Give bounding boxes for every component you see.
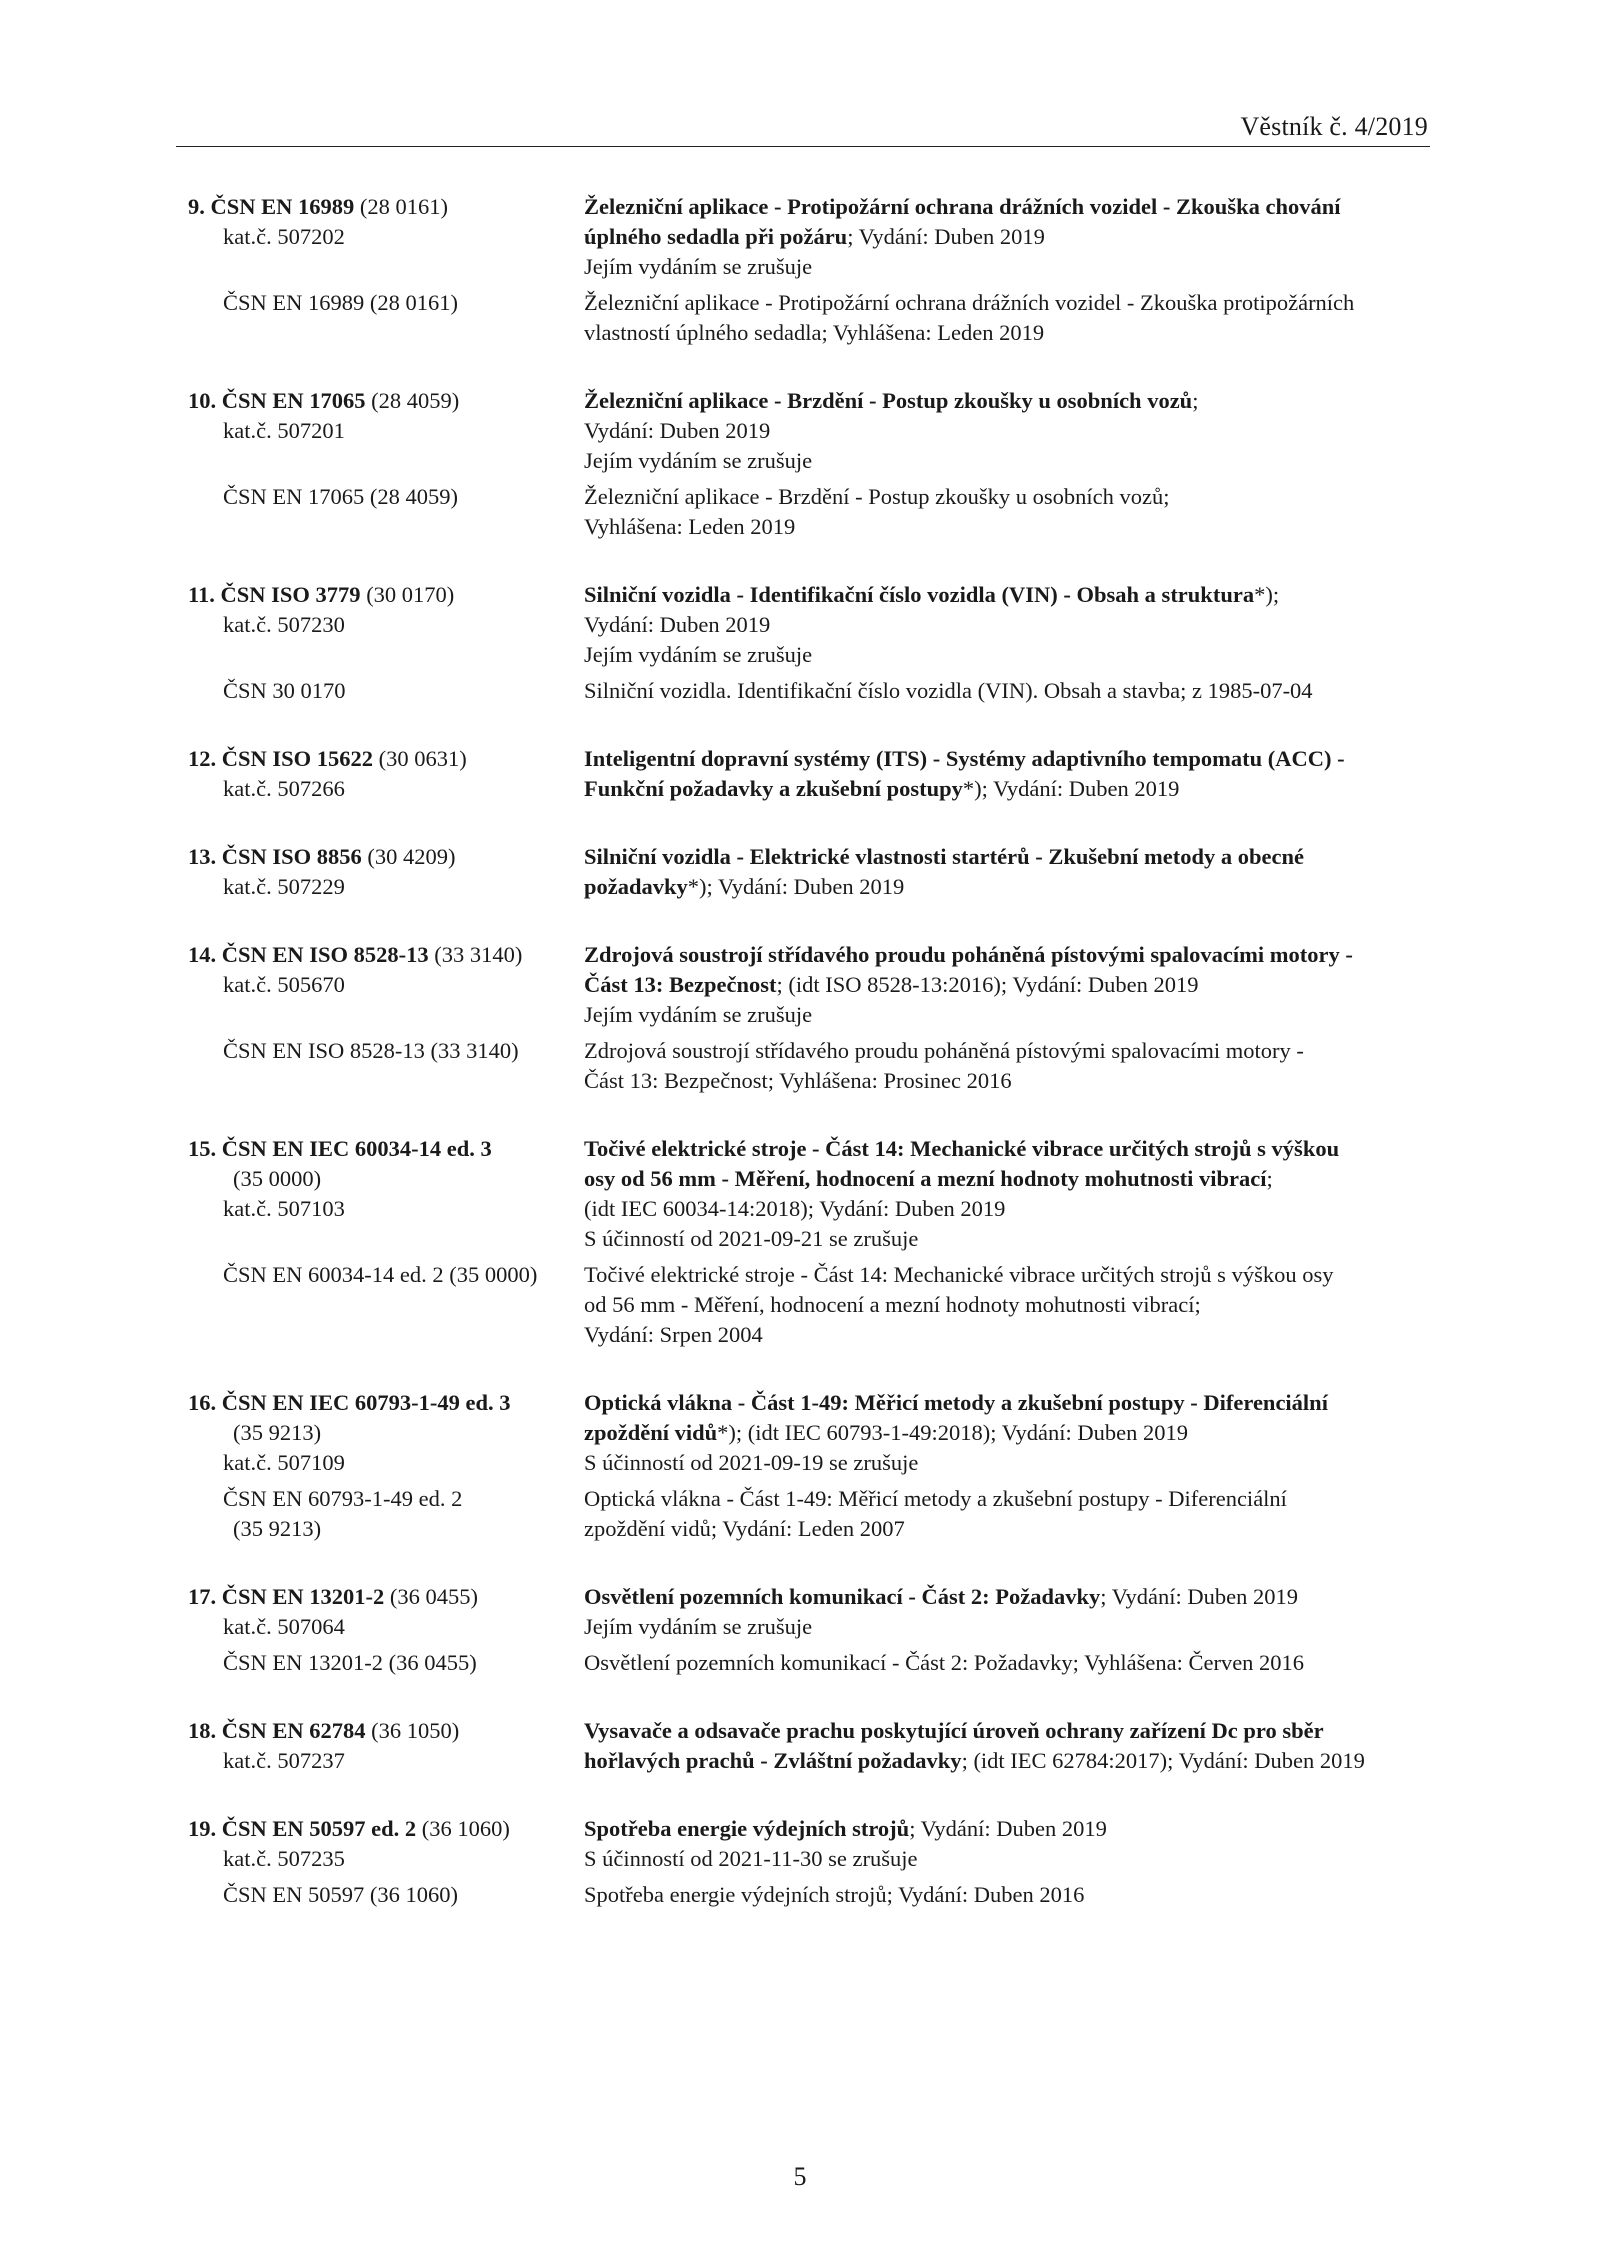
entry-title-line bbox=[584, 774, 1438, 804]
entry-superseded-row bbox=[188, 482, 1438, 542]
entry-class-number: (35 0000) bbox=[233, 1166, 322, 1191]
page-number: 5 bbox=[793, 2162, 807, 2191]
entry-title-line bbox=[584, 1716, 1438, 1746]
superseded-line: Železniční aplikace - Brzdění - Postup zkoušky u osobních vozů; bbox=[584, 484, 1170, 509]
entry-main-row bbox=[188, 940, 1438, 1030]
standard-entry bbox=[188, 1814, 1438, 1910]
entry-identifier bbox=[188, 1134, 584, 1224]
entry-code-class: (36 1060) bbox=[416, 1816, 510, 1841]
superseded-identifier bbox=[188, 676, 584, 706]
entry-title-line bbox=[584, 872, 1438, 902]
superseded-identifier bbox=[188, 482, 584, 512]
entry-code-line bbox=[188, 842, 584, 872]
entry-details bbox=[584, 940, 1438, 1030]
entry-title-rest: ; (idt ISO 8528-13:2016); Vydání: Duben 2019 bbox=[776, 972, 1199, 997]
entry-title-bold: Inteligentní dopravní systémy (ITS) - Systémy adaptivního tempomatu (ACC) - bbox=[584, 746, 1345, 771]
entry-title-line bbox=[584, 1194, 1438, 1224]
entry-number: 12. bbox=[188, 746, 217, 771]
entry-status: Jejím vydáním se zrušuje bbox=[584, 448, 813, 473]
entry-code: ČSN EN 16989 bbox=[210, 194, 355, 219]
standard-entry bbox=[188, 842, 1438, 902]
entry-details bbox=[584, 744, 1438, 804]
entry-main-row bbox=[188, 192, 1438, 282]
superseded-line: Osvětlení pozemních komunikací - Část 2: Požadavky; Vyhlášena: Červen 2016 bbox=[584, 1650, 1305, 1675]
entry-catalog-number: kat.č. 507109 bbox=[223, 1450, 345, 1475]
superseded-details bbox=[584, 288, 1438, 348]
entry-superseded-row bbox=[188, 1260, 1438, 1350]
entry-title-line bbox=[584, 1582, 1438, 1612]
entry-main-row bbox=[188, 1716, 1438, 1776]
standards-list bbox=[188, 192, 1438, 1948]
entry-title-rest: (idt IEC 60034-14:2018); Vydání: Duben 2019 bbox=[584, 1196, 1006, 1221]
superseded-details bbox=[584, 1036, 1438, 1096]
standard-entry bbox=[188, 580, 1438, 706]
entry-title-line bbox=[584, 192, 1438, 222]
entry-code: ČSN EN 13201-2 bbox=[221, 1584, 385, 1609]
entry-number: 10. bbox=[188, 388, 217, 413]
superseded-details bbox=[584, 1648, 1438, 1678]
entry-catalog-number: kat.č. 507103 bbox=[223, 1196, 345, 1221]
entry-status: Jejím vydáním se zrušuje bbox=[584, 642, 813, 667]
entry-title-rest: ; Vydání: Duben 2019 bbox=[847, 224, 1045, 249]
entry-title-line bbox=[584, 940, 1438, 970]
entry-catalog-number: kat.č. 507230 bbox=[223, 612, 345, 637]
entry-details bbox=[584, 1134, 1438, 1254]
standard-entry bbox=[188, 1716, 1438, 1776]
entry-status: S účinností od 2021-11-30 se zrušuje bbox=[584, 1846, 918, 1871]
entry-title-rest: *); bbox=[1254, 582, 1280, 607]
entry-title-rest: ; Vydání: Duben 2019 bbox=[909, 1816, 1107, 1841]
entry-main-row bbox=[188, 842, 1438, 902]
entry-title-bold: Funkční požadavky a zkušební postupy bbox=[584, 776, 963, 801]
entry-catalog-number: kat.č. 507201 bbox=[223, 418, 345, 443]
entry-title-rest: Vydání: Duben 2019 bbox=[584, 418, 771, 443]
standard-entry bbox=[188, 744, 1438, 804]
superseded-line: Točivé elektrické stroje - Část 14: Mechanické vibrace určitých strojů s výškou osy bbox=[584, 1262, 1334, 1287]
entry-title-bold: Točivé elektrické stroje - Část 14: Mechanické vibrace určitých strojů s výškou bbox=[584, 1136, 1340, 1161]
entry-code-class: (33 3140) bbox=[428, 942, 523, 967]
entry-title-bold: Silniční vozidla - Identifikační číslo vozidla (VIN) - Obsah a struktura bbox=[584, 582, 1255, 607]
entry-details bbox=[584, 580, 1438, 670]
entry-title-bold: osy od 56 mm - Měření, hodnocení a mezní hodnoty mohutnosti vibrací bbox=[584, 1166, 1267, 1191]
superseded-code: ČSN EN 17065 (28 4059) bbox=[223, 484, 458, 509]
standard-entry bbox=[188, 1134, 1438, 1350]
entry-title-line bbox=[584, 222, 1438, 252]
entry-title-rest: ; Vydání: Duben 2019 bbox=[1100, 1584, 1298, 1609]
entry-title-bold: Osvětlení pozemních komunikací - Část 2: Požadavky bbox=[584, 1584, 1101, 1609]
entry-number: 9. bbox=[188, 194, 205, 219]
entry-number: 15. bbox=[188, 1136, 217, 1161]
superseded-details bbox=[584, 1880, 1438, 1910]
entry-details bbox=[584, 1388, 1438, 1478]
entry-catalog-number: kat.č. 505670 bbox=[223, 972, 345, 997]
entry-class-number: (35 9213) bbox=[233, 1420, 322, 1445]
entry-details bbox=[584, 1814, 1438, 1874]
bulletin-title: Věstník č. 4/2019 bbox=[1240, 112, 1428, 141]
superseded-details bbox=[584, 1484, 1438, 1544]
superseded-identifier bbox=[188, 1036, 584, 1066]
entry-code: ČSN ISO 3779 bbox=[220, 582, 361, 607]
entry-status: Jejím vydáním se zrušuje bbox=[584, 1614, 813, 1639]
entry-main-row bbox=[188, 1134, 1438, 1254]
entry-superseded-row bbox=[188, 1484, 1438, 1544]
entry-details bbox=[584, 842, 1438, 902]
entry-details bbox=[584, 1582, 1438, 1642]
entry-superseded-row bbox=[188, 1648, 1438, 1678]
entry-catalog-number: kat.č. 507237 bbox=[223, 1748, 345, 1773]
entry-number: 16. bbox=[188, 1390, 217, 1415]
entry-title-line bbox=[584, 1388, 1438, 1418]
entry-title-line bbox=[584, 1164, 1438, 1194]
entry-status: S účinností od 2021-09-21 se zrušuje bbox=[584, 1226, 919, 1251]
entry-code-line bbox=[188, 580, 584, 610]
standard-entry bbox=[188, 386, 1438, 542]
superseded-code: ČSN EN 50597 (36 1060) bbox=[223, 1882, 458, 1907]
standard-entry bbox=[188, 192, 1438, 348]
entry-identifier bbox=[188, 1582, 584, 1642]
entry-title-line bbox=[584, 1418, 1438, 1448]
superseded-details bbox=[584, 1260, 1438, 1350]
entry-code-class: (30 4209) bbox=[361, 844, 456, 869]
entry-code: ČSN EN 17065 bbox=[221, 388, 366, 413]
superseded-identifier bbox=[188, 1880, 584, 1910]
superseded-line: Zdrojová soustrojí střídavého proudu poháněná pístovými spalovacími motory - bbox=[584, 1038, 1304, 1063]
entry-code: ČSN EN 50597 ed. 2 bbox=[221, 1816, 417, 1841]
entry-title-rest: *); (idt IEC 60793-1-49:2018); Vydání: Duben 2019 bbox=[717, 1420, 1188, 1445]
entry-code: ČSN EN IEC 60793-1-49 ed. 3 bbox=[221, 1390, 511, 1415]
superseded-code: ČSN EN 60793-1-49 ed. 2 bbox=[223, 1486, 463, 1511]
superseded-line: Vydání: Srpen 2004 bbox=[584, 1322, 763, 1347]
superseded-line: Optická vlákna - Část 1-49: Měřicí metody a zkušební postupy - Diferenciální bbox=[584, 1486, 1287, 1511]
entry-title-bold: úplného sedadla při požáru bbox=[584, 224, 848, 249]
entry-title-bold: zpoždění vidů bbox=[584, 1420, 718, 1445]
entry-title-bold: Železniční aplikace - Brzdění - Postup zkoušky u osobních vozů bbox=[584, 388, 1193, 413]
entry-title-line bbox=[584, 386, 1438, 416]
entry-title-rest: ; bbox=[1192, 388, 1199, 413]
entry-identifier bbox=[188, 744, 584, 804]
entry-title-rest: ; (idt IEC 62784:2017); Vydání: Duben 2019 bbox=[961, 1748, 1365, 1773]
entry-identifier bbox=[188, 842, 584, 902]
entry-title-line bbox=[584, 580, 1438, 610]
entry-number: 18. bbox=[188, 1718, 217, 1743]
entry-details bbox=[584, 386, 1438, 476]
entry-identifier bbox=[188, 386, 584, 446]
entry-number: 17. bbox=[188, 1584, 217, 1609]
entry-superseded-row bbox=[188, 288, 1438, 348]
entry-code: ČSN EN 62784 bbox=[221, 1718, 366, 1743]
header-divider bbox=[176, 146, 1430, 147]
superseded-details bbox=[584, 676, 1438, 706]
superseded-line: Silniční vozidla. Identifikační číslo vozidla (VIN). Obsah a stavba; z 1985-07-04 bbox=[584, 678, 1313, 703]
superseded-identifier bbox=[188, 1484, 584, 1544]
entry-code-line bbox=[188, 744, 584, 774]
superseded-code: (35 9213) bbox=[233, 1516, 322, 1541]
entry-details bbox=[584, 1716, 1438, 1776]
superseded-code: ČSN EN 60034-14 ed. 2 (35 0000) bbox=[223, 1262, 538, 1287]
entry-title-rest: *); Vydání: Duben 2019 bbox=[962, 776, 1180, 801]
entry-title-bold: Vysavače a odsavače prachu poskytující úroveň ochrany zařízení Dc pro sběr bbox=[584, 1718, 1324, 1743]
standard-entry bbox=[188, 1582, 1438, 1678]
entry-title-bold: Optická vlákna - Část 1-49: Měřicí metody a zkušební postupy - Diferenciální bbox=[584, 1390, 1328, 1415]
entry-title-bold: hořlavých prachů - Zvláštní požadavky bbox=[584, 1748, 962, 1773]
entry-identifier bbox=[188, 1716, 584, 1776]
superseded-identifier bbox=[188, 1260, 584, 1290]
entry-code-line bbox=[188, 940, 584, 970]
entry-title-rest: ; bbox=[1266, 1166, 1273, 1191]
entry-status: S účinností od 2021-09-19 se zrušuje bbox=[584, 1450, 919, 1475]
entry-superseded-row bbox=[188, 676, 1438, 706]
entry-code-line bbox=[188, 1388, 584, 1418]
entry-main-row bbox=[188, 744, 1438, 804]
entry-code: ČSN EN ISO 8528-13 bbox=[221, 942, 429, 967]
entry-main-row bbox=[188, 1388, 1438, 1478]
entry-catalog-number: kat.č. 507202 bbox=[223, 224, 345, 249]
entry-title-rest: *); Vydání: Duben 2019 bbox=[687, 874, 905, 899]
superseded-code: ČSN EN 13201-2 (36 0455) bbox=[223, 1650, 477, 1675]
entry-code: ČSN EN IEC 60034-14 ed. 3 bbox=[221, 1136, 492, 1161]
entry-title-bold: Spotřeba energie výdejních strojů bbox=[584, 1816, 910, 1841]
entry-code-class: (36 0455) bbox=[384, 1584, 479, 1609]
entry-title-line bbox=[584, 842, 1438, 872]
superseded-line: vlastností úplného sedadla; Vyhlášena: Leden 2019 bbox=[584, 320, 1045, 345]
entry-code-line bbox=[188, 386, 584, 416]
entry-identifier bbox=[188, 580, 584, 640]
superseded-line: Vyhlášena: Leden 2019 bbox=[584, 514, 796, 539]
entry-code-class: (30 0170) bbox=[360, 582, 455, 607]
superseded-code: ČSN EN 16989 (28 0161) bbox=[223, 290, 458, 315]
entry-code-class: (28 4059) bbox=[365, 388, 460, 413]
superseded-line: Část 13: Bezpečnost; Vyhlášena: Prosinec 2016 bbox=[584, 1068, 1012, 1093]
entry-title-bold: Zdrojová soustrojí střídavého proudu poháněná pístovými spalovacími motory - bbox=[584, 942, 1353, 967]
entry-title-rest: Vydání: Duben 2019 bbox=[584, 612, 771, 637]
entry-main-row bbox=[188, 1814, 1438, 1874]
superseded-code: ČSN 30 0170 bbox=[223, 678, 346, 703]
entry-code: ČSN ISO 8856 bbox=[221, 844, 362, 869]
superseded-details bbox=[584, 482, 1438, 542]
entry-title-bold: Silniční vozidla - Elektrické vlastnosti startérů - Zkušební metody a obecné bbox=[584, 844, 1304, 869]
entry-code-class: (36 1050) bbox=[365, 1718, 460, 1743]
entry-superseded-row bbox=[188, 1880, 1438, 1910]
superseded-line: zpoždění vidů; Vydání: Leden 2007 bbox=[584, 1516, 905, 1541]
entry-catalog-number: kat.č. 507266 bbox=[223, 776, 345, 801]
entry-title-line bbox=[584, 416, 1438, 446]
entry-code-class: (30 0631) bbox=[373, 746, 467, 771]
entry-main-row bbox=[188, 1582, 1438, 1642]
entry-title-line bbox=[584, 970, 1438, 1000]
entry-identifier bbox=[188, 1388, 584, 1478]
entry-catalog-number: kat.č. 507229 bbox=[223, 874, 345, 899]
entry-title-bold: Železniční aplikace - Protipožární ochrana drážních vozidel - Zkouška chování bbox=[584, 194, 1341, 219]
entry-code-line bbox=[188, 1134, 584, 1164]
entry-identifier bbox=[188, 1814, 584, 1874]
entry-number: 13. bbox=[188, 844, 217, 869]
entry-title-line bbox=[584, 1134, 1438, 1164]
entry-code-line bbox=[188, 1716, 584, 1746]
entry-title-line bbox=[584, 744, 1438, 774]
entry-details bbox=[584, 192, 1438, 282]
superseded-line: od 56 mm - Měření, hodnocení a mezní hodnoty mohutnosti vibrací; bbox=[584, 1292, 1201, 1317]
entry-code-line bbox=[188, 192, 584, 222]
entry-code-class: (28 0161) bbox=[354, 194, 449, 219]
superseded-identifier bbox=[188, 288, 584, 318]
entry-main-row bbox=[188, 386, 1438, 476]
entry-identifier bbox=[188, 192, 584, 252]
entry-number: 14. bbox=[188, 942, 217, 967]
superseded-line: Železniční aplikace - Protipožární ochrana drážních vozidel - Zkouška protipožárních bbox=[584, 290, 1355, 315]
superseded-identifier bbox=[188, 1648, 584, 1678]
superseded-line: Spotřeba energie výdejních strojů; Vydání: Duben 2016 bbox=[584, 1882, 1085, 1907]
entry-number: 19. bbox=[188, 1816, 217, 1841]
entry-code: ČSN ISO 15622 bbox=[221, 746, 374, 771]
superseded-code: ČSN EN ISO 8528-13 (33 3140) bbox=[223, 1038, 519, 1063]
entry-title-line bbox=[584, 610, 1438, 640]
entry-identifier bbox=[188, 940, 584, 1000]
entry-superseded-row bbox=[188, 1036, 1438, 1096]
entry-code-line bbox=[188, 1814, 584, 1844]
entry-status: Jejím vydáním se zrušuje bbox=[584, 1002, 813, 1027]
entry-catalog-number: kat.č. 507064 bbox=[223, 1614, 345, 1639]
standard-entry bbox=[188, 940, 1438, 1096]
entry-number: 11. bbox=[188, 582, 215, 607]
entry-code-line bbox=[188, 1582, 584, 1612]
entry-title-line bbox=[584, 1746, 1438, 1776]
entry-status: Jejím vydáním se zrušuje bbox=[584, 254, 813, 279]
entry-title-bold: požadavky bbox=[584, 874, 688, 899]
entry-title-line bbox=[584, 1814, 1438, 1844]
standard-entry bbox=[188, 1388, 1438, 1544]
entry-main-row bbox=[188, 580, 1438, 670]
entry-catalog-number: kat.č. 507235 bbox=[223, 1846, 345, 1871]
entry-title-bold: Část 13: Bezpečnost bbox=[584, 972, 777, 997]
